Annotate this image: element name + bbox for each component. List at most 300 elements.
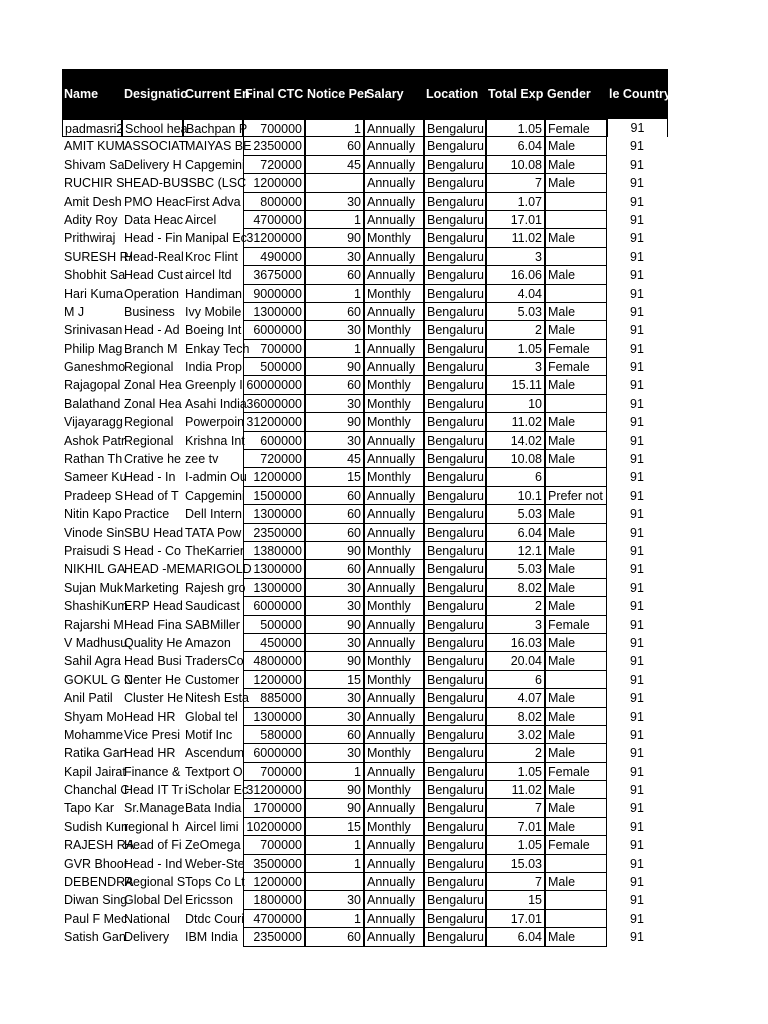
cell-designation[interactable]: Global Del: [124, 893, 183, 908]
cell-location[interactable]: Bengaluru: [424, 818, 486, 836]
cell-designation[interactable]: Head HR: [124, 746, 176, 761]
cell-gender[interactable]: Male: [545, 524, 607, 542]
cell-final-ctc[interactable]: 450000: [243, 634, 305, 652]
cell-total-exp[interactable]: 7: [486, 873, 545, 891]
cell-current-employer[interactable]: Enkay Tech: [185, 341, 250, 356]
cell-current-employer[interactable]: MAIYAS BE: [185, 139, 252, 154]
cell-notice-period[interactable]: 30: [305, 432, 364, 450]
cell-final-ctc[interactable]: 700000: [243, 119, 305, 137]
cell-notice-period[interactable]: 1: [305, 836, 364, 854]
cell-final-ctc[interactable]: 4800000: [243, 652, 305, 670]
cell-country-code[interactable]: 91: [630, 543, 644, 558]
cell-name[interactable]: Tapo Kar: [64, 801, 115, 816]
cell-gender[interactable]: Female: [545, 763, 607, 781]
cell-total-exp[interactable]: 6: [486, 468, 545, 486]
cell-salary[interactable]: Annually: [364, 119, 424, 137]
cell-designation[interactable]: Quality He: [124, 635, 183, 650]
cell-total-exp[interactable]: 11.02: [486, 229, 545, 247]
cell-current-employer[interactable]: Asahi India: [185, 396, 247, 411]
cell-salary[interactable]: Annually: [364, 248, 424, 266]
cell-final-ctc[interactable]: 600000: [243, 432, 305, 450]
cell-location[interactable]: Bengaluru: [424, 174, 486, 192]
cell-country-code[interactable]: 91: [630, 764, 644, 779]
cell-designation[interactable]: Head - Fin: [124, 231, 183, 246]
cell-final-ctc[interactable]: 6000000: [243, 744, 305, 762]
cell-name[interactable]: Paul F Mec: [64, 911, 128, 926]
cell-current-employer[interactable]: Ivy Mobile: [185, 304, 242, 319]
cell-name[interactable]: Sudish Kun: [64, 819, 128, 834]
cell-notice-period[interactable]: 90: [305, 781, 364, 799]
cell-designation[interactable]: Regional: [124, 415, 174, 430]
cell-country-code[interactable]: 91: [630, 507, 644, 522]
cell-designation[interactable]: SBU Head: [124, 525, 184, 540]
cell-gender[interactable]: Male: [545, 505, 607, 523]
cell-gender[interactable]: Male: [545, 413, 607, 431]
cell-salary[interactable]: Monthly: [364, 413, 424, 431]
cell-current-employer[interactable]: Ascendum: [185, 746, 245, 761]
cell-final-ctc[interactable]: 3675000: [243, 266, 305, 284]
cell-country-code[interactable]: 91: [630, 746, 644, 761]
cell-notice-period[interactable]: 30: [305, 193, 364, 211]
cell-final-ctc[interactable]: 580000: [243, 726, 305, 744]
cell-final-ctc[interactable]: 1800000: [243, 891, 305, 909]
cell-country-code[interactable]: 91: [630, 323, 644, 338]
cell-total-exp[interactable]: 11.02: [486, 413, 545, 431]
cell-salary[interactable]: Annually: [364, 505, 424, 523]
cell-final-ctc[interactable]: 1700000: [243, 799, 305, 817]
cell-name[interactable]: Shobhit Sa: [64, 268, 126, 283]
cell-notice-period[interactable]: [305, 174, 364, 192]
cell-gender[interactable]: Male: [545, 873, 607, 891]
cell-final-ctc[interactable]: 700000: [243, 763, 305, 781]
cell-name[interactable]: DEBENDRA: [64, 875, 134, 890]
cell-designation[interactable]: ERP Head: [124, 599, 183, 614]
cell-country-code[interactable]: 91: [630, 562, 644, 577]
cell-location[interactable]: Bengaluru: [424, 505, 486, 523]
cell-salary[interactable]: Monthly: [364, 229, 424, 247]
cell-current-employer[interactable]: Ericsson: [185, 893, 233, 908]
cell-country-code[interactable]: 91: [630, 304, 644, 319]
cell-total-exp[interactable]: 5.03: [486, 303, 545, 321]
cell-designation[interactable]: regional h: [124, 819, 179, 834]
cell-designation[interactable]: Data Heac: [124, 212, 184, 227]
cell-salary[interactable]: Monthly: [364, 376, 424, 394]
cell-name[interactable]: padmasri2: [62, 119, 122, 137]
cell-location[interactable]: Bengaluru: [424, 855, 486, 873]
cell-current-employer[interactable]: Dtdc Couri: [185, 911, 245, 926]
cell-final-ctc[interactable]: 1500000: [243, 487, 305, 505]
cell-total-exp[interactable]: 7: [486, 799, 545, 817]
cell-salary[interactable]: Annually: [364, 579, 424, 597]
cell-gender[interactable]: Male: [545, 542, 607, 560]
cell-current-employer[interactable]: MARIGOLD: [185, 562, 252, 577]
cell-salary[interactable]: Annually: [364, 634, 424, 652]
cell-notice-period[interactable]: 90: [305, 616, 364, 634]
cell-current-employer[interactable]: Amazon: [185, 635, 231, 650]
cell-gender[interactable]: Male: [545, 799, 607, 817]
cell-location[interactable]: Bengaluru: [424, 726, 486, 744]
cell-salary[interactable]: Monthly: [364, 395, 424, 413]
cell-gender[interactable]: Female: [545, 358, 607, 376]
cell-designation[interactable]: Head-Real: [124, 249, 184, 264]
cell-gender[interactable]: Male: [545, 579, 607, 597]
cell-current-employer[interactable]: TheKarrier: [185, 543, 245, 558]
cell-final-ctc[interactable]: 1380000: [243, 542, 305, 560]
cell-salary[interactable]: Annually: [364, 137, 424, 155]
cell-location[interactable]: Bengaluru: [424, 542, 486, 560]
cell-designation[interactable]: Regional S: [124, 875, 186, 890]
cell-notice-period[interactable]: 1: [305, 211, 364, 229]
cell-name[interactable]: GVR Bhoor: [64, 856, 128, 871]
cell-total-exp[interactable]: 5.03: [486, 560, 545, 578]
cell-salary[interactable]: Annually: [364, 450, 424, 468]
cell-gender[interactable]: Male: [545, 744, 607, 762]
cell-total-exp[interactable]: 1.05: [486, 763, 545, 781]
cell-current-employer[interactable]: ISBC (LSC: [185, 176, 247, 191]
cell-country-code[interactable]: 91: [630, 691, 644, 706]
cell-gender[interactable]: Male: [545, 156, 607, 174]
cell-name[interactable]: RUCHIR S: [64, 176, 125, 191]
cell-name[interactable]: Prithwiraj: [64, 231, 116, 246]
cell-notice-period[interactable]: [305, 873, 364, 891]
cell-notice-period[interactable]: 60: [305, 487, 364, 505]
cell-total-exp[interactable]: 16.03: [486, 634, 545, 652]
cell-designation[interactable]: Head - In: [124, 470, 176, 485]
cell-designation[interactable]: Practice: [124, 507, 170, 522]
cell-location[interactable]: Bengaluru: [424, 671, 486, 689]
column-header-salary[interactable]: Salary: [366, 87, 404, 101]
cell-location[interactable]: Bengaluru: [424, 910, 486, 928]
cell-country-code[interactable]: 91: [630, 838, 644, 853]
cell-notice-period[interactable]: 45: [305, 450, 364, 468]
cell-salary[interactable]: Annually: [364, 799, 424, 817]
cell-gender[interactable]: Male: [545, 708, 607, 726]
cell-final-ctc[interactable]: 60000000: [243, 376, 305, 394]
column-header-country-code[interactable]: le Country: [609, 87, 671, 101]
cell-gender[interactable]: [545, 910, 607, 928]
cell-name[interactable]: Amit Desh: [64, 194, 122, 209]
cell-current-employer[interactable]: Textport O: [185, 764, 243, 779]
cell-designation[interactable]: Head of Fi: [124, 838, 182, 853]
cell-current-employer[interactable]: Aircel: [185, 212, 217, 227]
cell-notice-period[interactable]: 90: [305, 229, 364, 247]
cell-designation[interactable]: ASSOCIAT: [124, 139, 187, 154]
cell-name[interactable]: NIKHIL GA: [64, 562, 126, 577]
cell-country-code[interactable]: 91: [630, 139, 644, 154]
cell-salary[interactable]: Annually: [364, 836, 424, 854]
cell-total-exp[interactable]: 6: [486, 671, 545, 689]
cell-country-code[interactable]: 91: [630, 396, 644, 411]
cell-location[interactable]: Bengaluru: [424, 156, 486, 174]
cell-name[interactable]: Srinivasan: [64, 323, 123, 338]
cell-notice-period[interactable]: 30: [305, 744, 364, 762]
cell-gender[interactable]: Male: [545, 174, 607, 192]
cell-notice-period[interactable]: 1: [305, 910, 364, 928]
cell-total-exp[interactable]: 3: [486, 358, 545, 376]
cell-location[interactable]: Bengaluru: [424, 708, 486, 726]
cell-gender[interactable]: Male: [545, 726, 607, 744]
cell-final-ctc[interactable]: 720000: [243, 156, 305, 174]
cell-notice-period[interactable]: 1: [305, 119, 364, 137]
cell-name[interactable]: Shivam Sa: [64, 157, 125, 172]
cell-salary[interactable]: Annually: [364, 928, 424, 946]
cell-salary[interactable]: Annually: [364, 708, 424, 726]
cell-notice-period[interactable]: 90: [305, 413, 364, 431]
cell-total-exp[interactable]: 15.11: [486, 376, 545, 394]
cell-total-exp[interactable]: 5.03: [486, 505, 545, 523]
cell-designation[interactable]: Cluster He: [124, 691, 184, 706]
cell-gender[interactable]: Male: [545, 303, 607, 321]
cell-current-employer[interactable]: Nitesh Esta: [185, 691, 249, 706]
cell-current-employer[interactable]: First Adva: [185, 194, 241, 209]
cell-salary[interactable]: Annually: [364, 616, 424, 634]
cell-name[interactable]: Balathand: [64, 396, 121, 411]
cell-notice-period[interactable]: 30: [305, 634, 364, 652]
cell-current-employer[interactable]: Weber-Ste: [185, 856, 245, 871]
cell-gender[interactable]: Male: [545, 376, 607, 394]
cell-location[interactable]: Bengaluru: [424, 597, 486, 615]
cell-current-employer[interactable]: Capgemini: [185, 488, 245, 503]
cell-total-exp[interactable]: 12.1: [486, 542, 545, 560]
cell-notice-period[interactable]: 60: [305, 266, 364, 284]
cell-final-ctc[interactable]: 1300000: [243, 579, 305, 597]
cell-name[interactable]: Mohamme: [64, 727, 124, 742]
cell-total-exp[interactable]: 10.08: [486, 450, 545, 468]
cell-country-code[interactable]: 91: [630, 525, 644, 540]
cell-total-exp[interactable]: 2: [486, 744, 545, 762]
cell-designation[interactable]: Delivery H: [124, 157, 182, 172]
cell-salary[interactable]: Annually: [364, 303, 424, 321]
cell-total-exp[interactable]: 17.01: [486, 910, 545, 928]
cell-designation[interactable]: Zonal Hea: [124, 396, 182, 411]
cell-gender[interactable]: [545, 285, 607, 303]
cell-notice-period[interactable]: 30: [305, 321, 364, 339]
cell-gender[interactable]: Female: [545, 340, 607, 358]
cell-final-ctc[interactable]: 700000: [243, 836, 305, 854]
cell-country-code[interactable]: 91: [630, 875, 644, 890]
cell-current-employer[interactable]: SABMiller: [185, 617, 240, 632]
cell-country-code[interactable]: 91: [630, 930, 644, 945]
cell-total-exp[interactable]: 7.01: [486, 818, 545, 836]
cell-designation[interactable]: Operation: [124, 286, 179, 301]
cell-current-employer[interactable]: Greenply I: [185, 378, 243, 393]
cell-name[interactable]: Pradeep S: [64, 488, 124, 503]
cell-country-code[interactable]: 91: [630, 268, 644, 283]
cell-gender[interactable]: Male: [545, 560, 607, 578]
cell-designation[interactable]: Zonal Hea: [124, 378, 182, 393]
cell-location[interactable]: Bengaluru: [424, 616, 486, 634]
cell-designation[interactable]: Head - Ad: [124, 323, 180, 338]
cell-gender[interactable]: [545, 891, 607, 909]
cell-current-employer[interactable]: I-admin Ou: [185, 470, 247, 485]
cell-salary[interactable]: Annually: [364, 891, 424, 909]
cell-country-code[interactable]: 91: [630, 157, 644, 172]
cell-name[interactable]: AMIT KUM: [64, 139, 125, 154]
cell-salary[interactable]: Annually: [364, 211, 424, 229]
cell-location[interactable]: Bengaluru: [424, 193, 486, 211]
cell-notice-period[interactable]: 90: [305, 358, 364, 376]
cell-country-code[interactable]: 91: [630, 617, 644, 632]
cell-gender[interactable]: [545, 468, 607, 486]
cell-total-exp[interactable]: 6.04: [486, 137, 545, 155]
cell-notice-period[interactable]: 1: [305, 855, 364, 873]
cell-designation[interactable]: PMO Heac: [124, 194, 186, 209]
cell-total-exp[interactable]: 10.08: [486, 156, 545, 174]
cell-location[interactable]: Bengaluru: [424, 468, 486, 486]
cell-notice-period[interactable]: 30: [305, 891, 364, 909]
cell-total-exp[interactable]: 11.02: [486, 781, 545, 799]
cell-location[interactable]: Bengaluru: [424, 781, 486, 799]
cell-final-ctc[interactable]: 31200000: [243, 413, 305, 431]
cell-name[interactable]: M J: [64, 304, 85, 319]
cell-gender[interactable]: Male: [545, 229, 607, 247]
cell-salary[interactable]: Monthly: [364, 781, 424, 799]
cell-designation[interactable]: National: [124, 911, 170, 926]
cell-gender[interactable]: Prefer not: [545, 487, 607, 505]
cell-location[interactable]: Bengaluru: [424, 652, 486, 670]
cell-notice-period[interactable]: 1: [305, 285, 364, 303]
cell-gender[interactable]: Female: [545, 836, 607, 854]
cell-salary[interactable]: Annually: [364, 487, 424, 505]
cell-total-exp[interactable]: 7: [486, 174, 545, 192]
cell-country-code[interactable]: 91: [630, 783, 644, 798]
cell-designation[interactable]: Finance &: [124, 764, 181, 779]
cell-gender[interactable]: Female: [545, 119, 607, 137]
cell-final-ctc[interactable]: 31200000: [243, 781, 305, 799]
cell-gender[interactable]: [545, 248, 607, 266]
cell-total-exp[interactable]: 15.03: [486, 855, 545, 873]
cell-final-ctc[interactable]: 1200000: [243, 873, 305, 891]
cell-country-code[interactable]: 91: [630, 415, 644, 430]
cell-country-code[interactable]: 91: [630, 819, 644, 834]
cell-salary[interactable]: Annually: [364, 193, 424, 211]
cell-notice-period[interactable]: 30: [305, 248, 364, 266]
cell-salary[interactable]: Annually: [364, 873, 424, 891]
cell-salary[interactable]: Annually: [364, 432, 424, 450]
cell-current-employer[interactable]: Dell Intern: [185, 507, 242, 522]
cell-final-ctc[interactable]: 2350000: [243, 524, 305, 542]
cell-location[interactable]: Bengaluru: [424, 763, 486, 781]
cell-current-employer[interactable]: Kroc Flint: [185, 249, 238, 264]
cell-location[interactable]: Bengaluru: [424, 579, 486, 597]
cell-salary[interactable]: Annually: [364, 340, 424, 358]
cell-notice-period[interactable]: 60: [305, 376, 364, 394]
cell-name[interactable]: Ratika Gan: [64, 746, 127, 761]
cell-current-employer[interactable]: India Prop: [185, 360, 242, 375]
cell-gender[interactable]: Male: [545, 597, 607, 615]
cell-final-ctc[interactable]: 3500000: [243, 855, 305, 873]
cell-name[interactable]: Kapil Jairat: [64, 764, 126, 779]
cell-designation[interactable]: HEAD-BUS: [124, 176, 189, 191]
cell-current-employer[interactable]: Tops Co Lt: [185, 875, 245, 890]
cell-current-employer[interactable]: TATA Pow: [185, 525, 242, 540]
cell-location[interactable]: Bengaluru: [424, 340, 486, 358]
cell-name[interactable]: Adity Roy: [64, 212, 118, 227]
cell-notice-period[interactable]: 60: [305, 928, 364, 946]
cell-location[interactable]: Bengaluru: [424, 689, 486, 707]
cell-total-exp[interactable]: 4.04: [486, 285, 545, 303]
cell-country-code[interactable]: 91: [630, 194, 644, 209]
cell-notice-period[interactable]: 60: [305, 137, 364, 155]
cell-name[interactable]: Diwan Sing: [64, 893, 128, 908]
cell-designation[interactable]: Delivery: [124, 930, 170, 945]
cell-designation[interactable]: Sr.Manage: [124, 801, 185, 816]
cell-notice-period[interactable]: 1: [305, 763, 364, 781]
cell-current-employer[interactable]: TradersCo: [185, 654, 244, 669]
cell-country-code[interactable]: 91: [630, 433, 644, 448]
cell-current-employer[interactable]: Handiman: [185, 286, 242, 301]
cell-name[interactable]: ShashiKum: [64, 599, 128, 614]
cell-total-exp[interactable]: 4.07: [486, 689, 545, 707]
cell-gender[interactable]: Male: [545, 432, 607, 450]
cell-name[interactable]: Shyam Mo: [64, 709, 124, 724]
cell-current-employer[interactable]: iScholar Ec: [185, 783, 249, 798]
cell-name[interactable]: Ashok Patr: [64, 433, 126, 448]
cell-country-code[interactable]: 91: [630, 635, 644, 650]
cell-location[interactable]: Bengaluru: [424, 744, 486, 762]
cell-location[interactable]: Bengaluru: [424, 891, 486, 909]
cell-gender[interactable]: Female: [545, 616, 607, 634]
cell-gender[interactable]: [545, 855, 607, 873]
cell-current-employer[interactable]: Global tel: [185, 709, 238, 724]
cell-salary[interactable]: Annually: [364, 156, 424, 174]
column-header-notice-period[interactable]: Notice Per: [307, 87, 369, 101]
column-header-designation[interactable]: Designatio: [124, 87, 188, 101]
cell-total-exp[interactable]: 10: [486, 395, 545, 413]
cell-notice-period[interactable]: 15: [305, 671, 364, 689]
cell-total-exp[interactable]: 20.04: [486, 652, 545, 670]
cell-name[interactable]: Vijayaragg: [64, 415, 123, 430]
cell-notice-period[interactable]: 30: [305, 708, 364, 726]
cell-current-employer[interactable]: Krishna Int: [185, 433, 245, 448]
cell-country-code[interactable]: 91: [630, 341, 644, 356]
cell-location[interactable]: Bengaluru: [424, 137, 486, 155]
cell-name[interactable]: Praisudi S: [64, 543, 121, 558]
cell-location[interactable]: Bengaluru: [424, 799, 486, 817]
cell-country-code[interactable]: 91: [630, 893, 644, 908]
cell-current-employer[interactable]: Manipal Ec: [185, 231, 247, 246]
cell-location[interactable]: Bengaluru: [424, 321, 486, 339]
cell-final-ctc[interactable]: 1300000: [243, 708, 305, 726]
cell-name[interactable]: Ganeshmo: [64, 360, 126, 375]
cell-country-code[interactable]: 91: [630, 911, 644, 926]
cell-location[interactable]: Bengaluru: [424, 928, 486, 946]
cell-country-code[interactable]: 91: [630, 286, 644, 301]
column-header-current-employer[interactable]: Current En: [185, 87, 250, 101]
cell-name[interactable]: Nitin Kapo: [64, 507, 122, 522]
cell-current-employer[interactable]: ZeOmega: [185, 838, 241, 853]
cell-name[interactable]: Philip Mag: [64, 341, 123, 356]
cell-location[interactable]: Bengaluru: [424, 248, 486, 266]
cell-total-exp[interactable]: 15: [486, 891, 545, 909]
cell-final-ctc[interactable]: 1300000: [243, 560, 305, 578]
cell-country-code[interactable]: 91: [630, 488, 644, 503]
cell-final-ctc[interactable]: 6000000: [243, 597, 305, 615]
cell-designation[interactable]: Head Fina: [124, 617, 182, 632]
cell-location[interactable]: Bengaluru: [424, 229, 486, 247]
cell-name[interactable]: Anil Patil: [64, 691, 113, 706]
cell-salary[interactable]: Monthly: [364, 744, 424, 762]
cell-salary[interactable]: Annually: [364, 689, 424, 707]
cell-current-employer[interactable]: Aircel limi: [185, 819, 239, 834]
cell-name[interactable]: Chanchal C: [64, 783, 130, 798]
cell-total-exp[interactable]: 10.1: [486, 487, 545, 505]
cell-final-ctc[interactable]: 1200000: [243, 468, 305, 486]
cell-designation[interactable]: Marketing: [124, 580, 179, 595]
cell-name[interactable]: RAJESH RA: [64, 838, 135, 853]
column-header-name[interactable]: Name: [64, 87, 99, 101]
cell-final-ctc[interactable]: 800000: [243, 193, 305, 211]
